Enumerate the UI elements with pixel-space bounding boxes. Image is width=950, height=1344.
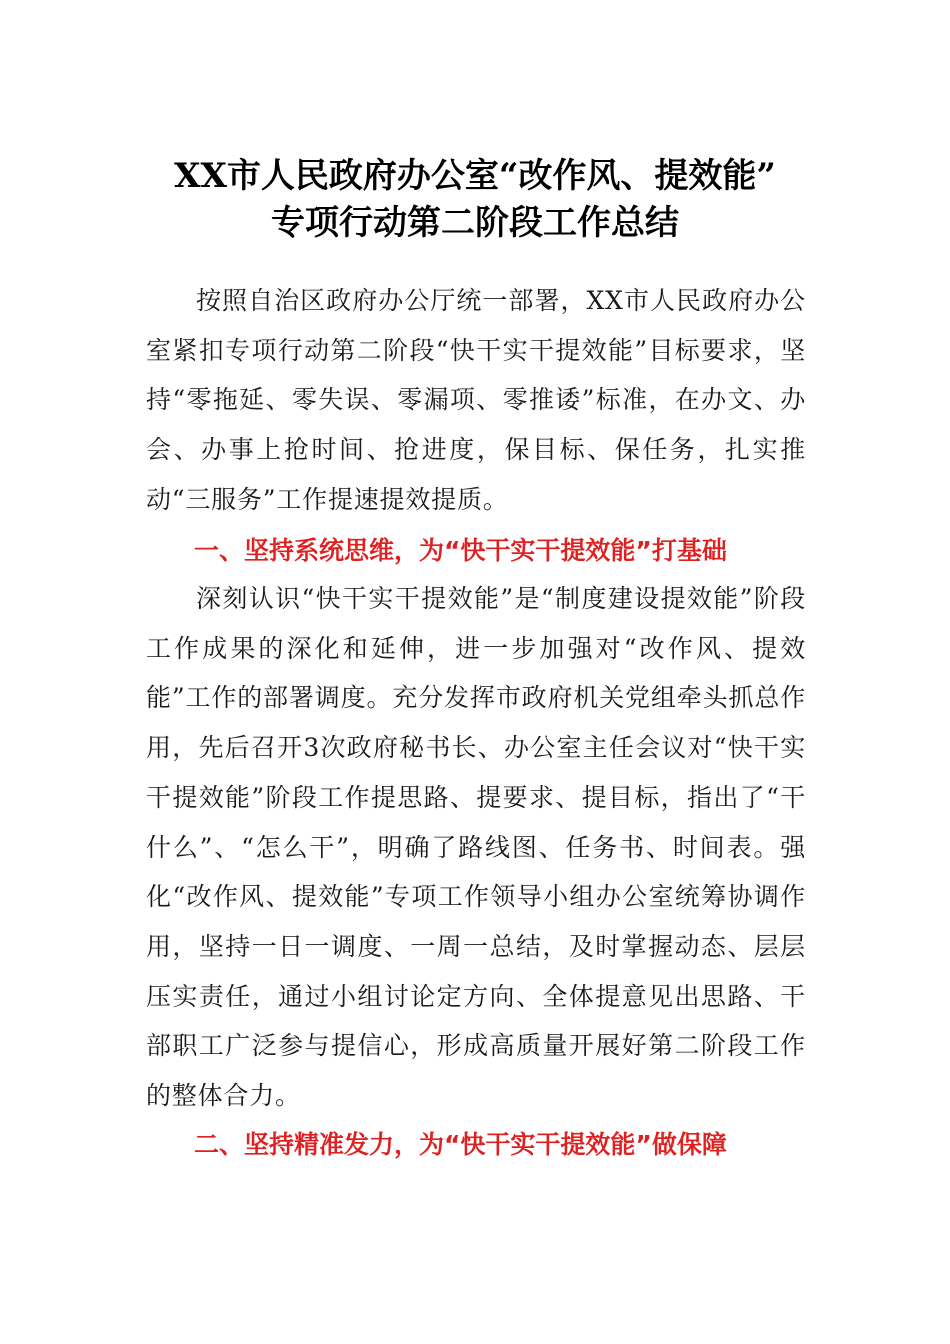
intro-paragraph: 按照自治区政府办公厅统一部署，XX市人民政府办公室紧扣专项行动第二阶段“快干实干提效能”目标要求，坚持“零拖延、零失误、零漏项、零推诿”标准，在办文、办会、办事上抢时间、抢进度，保目标、保任务，扎实推动“三服务”工作提速提效提质。 bbox=[146, 286, 806, 514]
section-heading-1: 一、坚持系统思维，为“快干实干提效能”打基础 bbox=[194, 536, 727, 565]
section-1-paragraph: 深刻认识“快干实干提效能”是“制度建设提效能”阶段工作成果的深化和延伸，进一步加强对“改作风、提效能”工作的部署调度。充分发挥市政府机关党组牵头抓总作用，先后召开3次政府秘书长、办公室主任会议对“快干实干提效能”阶段工作提思路、提要求、提目标，指出了“干什么”、“怎么干”，明确了路线图、任务书、时间表。强化“改作风、提效能”专项工作领导小组办公室统筹协调作用，坚持一日一调度、一周一总结，及时掌握动态、层层压实责任，通过小组讨论定方向、全体提意见出思路、干部职工广泛参与提信心，形成高质量开展好第二阶段工作的整体合力。 bbox=[146, 584, 806, 1111]
document-title-line-1: XX市人民政府办公室“改作风、提效能” bbox=[174, 156, 776, 196]
section-heading-2: 二、坚持精准发力，为“快干实干提效能”做保障 bbox=[194, 1130, 727, 1159]
document-title-line-2: 专项行动第二阶段工作总结 bbox=[271, 203, 679, 243]
